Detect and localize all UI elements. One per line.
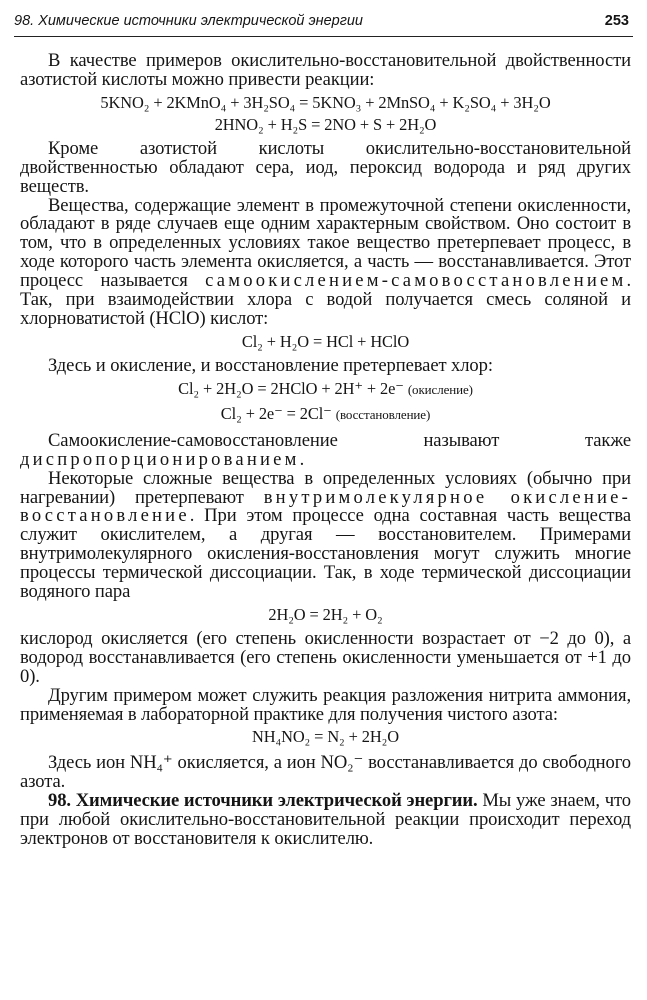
equation-5-formula: Cl₂ + 2e⁻ = 2Cl⁻: [220, 403, 332, 423]
paragraph-10: [20, 792, 631, 849]
paragraph-3: [20, 194, 631, 329]
equation-4: [20, 378, 631, 401]
equation-5: [20, 403, 631, 426]
paragraph-6-text-b: . При этом процессе одна составная часть вещества служит окислителем, а другая — восстановителем. Примерами внутримолекулярного окисления-восстановления могут служить многие процессы термической диссоциации. Так, в ходе термической диссоциации водяного пара: [20, 505, 631, 603]
paragraph-5: [20, 429, 631, 470]
paragraph-9: Здесь ион NH₄⁺ окисляется, а ион NO₂⁻ восстанавливается до свободного азота.: [20, 752, 631, 793]
paragraph-10-text: Мы уже знаем, что при любой окислительно-восстановительной реакции происходит переход электронов от восстановителя к окислителю.: [20, 790, 631, 850]
paragraph-6: [20, 467, 631, 603]
equation-4-formula: Cl₂ + 2H₂O = 2HClO + 2H⁺ + 2e⁻: [178, 378, 404, 398]
paragraph-6-text-a: Некоторые сложные вещества в определенных условиях (обычно при нагревании) претерпевают: [20, 467, 631, 508]
equation-3: Cl₂ + H₂O = HCl + HClO: [241, 331, 410, 351]
paragraph-3-text-a: Вещества, содержащие элемент в промежуточной степени окисленности, обладают в ряде случаев еще одним характерным свойством. Оно состоит в том, что в определенных условиях такое вещество претерпевает процесс, в ходе которого часть элемента окисляется, а часть — восстанавливается. Этот процесс называется: [20, 194, 631, 292]
paragraph-7: кислород окисляется (его степень окисленности возрастает от −2 до 0), а водород восстанавливается (его степень окисленности уменьшается от +1 до 0).: [20, 627, 631, 687]
paragraph-1: В качестве примеров окислительно-восстановительной двойственности азотистой кислоты можно привести реакции:: [20, 50, 631, 90]
section-heading: 98. Химические источники электрической энергии.: [48, 790, 478, 812]
paragraph-5-text-a: Самоокисление-самовосстановление называют также: [48, 429, 631, 451]
term-disproportionation: диспропорционированием: [20, 448, 300, 470]
page-number: 253: [604, 13, 629, 29]
equation-5-note: (восстановление): [335, 406, 431, 422]
term-intramolecular: внутримолекулярное окисление-восстановление: [20, 486, 631, 527]
running-header: [14, 6, 633, 37]
paragraph-8: Другим примером может служить реакция разложения нитрита аммония, применяемая в лабораторной практике для получения чистого азота:: [20, 684, 631, 725]
paragraph-2: Кроме азотистой кислоты окислительно-восстановительной двойственностью обладают сера, иод, пероксид водорода и ряд других веществ.: [20, 137, 631, 197]
page-body: [20, 52, 631, 849]
equation-6: 2H₂O = 2H₂ + O₂: [268, 604, 383, 624]
paragraph-3-text-b: . Так, при взаимодействии хлора с водой получается смесь соляной и хлорноватистой (HClO) кислот:: [20, 270, 631, 329]
paragraph-4: Здесь и окисление, и восстановление претерпевает хлор:: [48, 354, 493, 376]
equation-7: NH₄NO₂ = N₂ + 2H₂O: [252, 727, 399, 747]
equation-1: 5KNO₂ + 2KMnO₄ + 3H₂SO₄ = 5KNO₃ + 2MnSO₄ + K₂SO₄ + 3H₂O: [100, 92, 551, 112]
equation-4-note: (окисление): [407, 381, 473, 397]
term-self-oxidation: самоокислением-самовосстановлением: [205, 270, 627, 292]
equation-2: 2HNO₂ + H₂S = 2NO + S + 2H₂O: [214, 114, 437, 134]
paragraph-5-text-b: .: [299, 448, 305, 470]
running-header-title: 98. Химические источники электрической энергии: [14, 13, 363, 29]
